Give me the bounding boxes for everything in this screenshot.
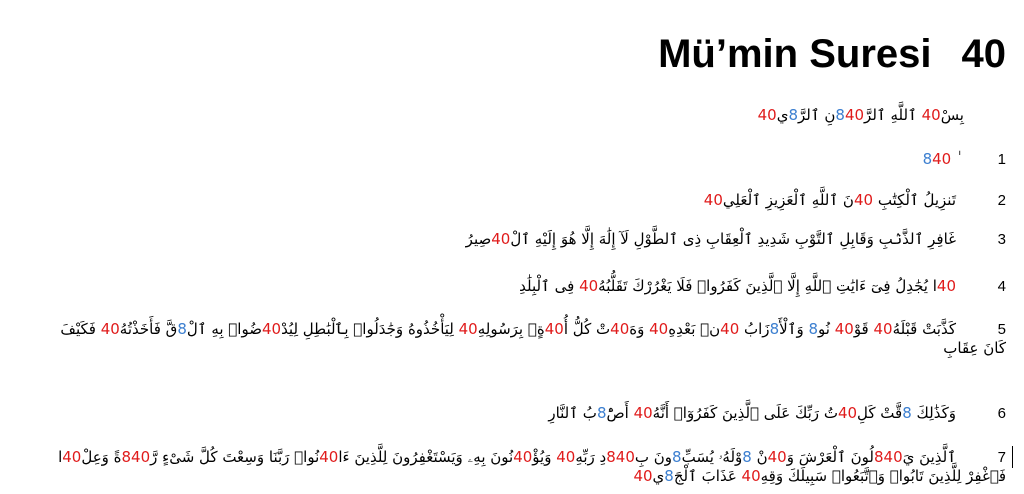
verse-marker: 8 [672, 448, 682, 466]
verse-text: ةٍۭ بِرَسُولِهِ [477, 320, 545, 338]
verse-text: نُوا۟ رَبَّنَا وَسِعْتَ كُلَّ شَىْءٍ رَّ [150, 448, 320, 466]
verse-text: قَّ فَأَخَذْتُهُ [119, 320, 178, 338]
verse-text: ضُوا۟ بِهِ ٱلْ [186, 320, 262, 338]
verse-text [923, 150, 956, 168]
verse-line [923, 150, 1006, 169]
verse-number: 1 [997, 151, 1006, 168]
verse-text: لِيَأْخُذُوهُ وَجَٰدَلُوا۟ بِٱلْبَٰطِلِ لِيُدْ [281, 320, 459, 338]
verse-number: 6 [997, 405, 1006, 422]
verse-marker: 8 [742, 448, 752, 466]
verse-text: بُ ٱلنَّارِ [548, 404, 597, 422]
verse-marker: 840 [874, 448, 903, 466]
basmala-text: ٱللَّهِ ٱلرَّ [864, 106, 922, 124]
verse-text: ا يُجَٰدِلُ فِىٓ ءَايَٰتِ ٱللَّهِ إِلَّا ٱلَّذِينَ كَفَرُوا۟ فَلَا يَغْرُرْكَ تَقَلُّبُهُ [598, 277, 937, 295]
page-title [658, 30, 1006, 78]
verse-line [466, 230, 1006, 249]
verse-marker: 8 [664, 467, 674, 485]
basmala-text: ي [776, 106, 789, 124]
verse-marker: 8 [808, 320, 819, 338]
verse-number: 5 [997, 321, 1006, 338]
verse-number: 2 [997, 192, 1006, 209]
verse-marker: 40 [834, 320, 854, 338]
verse-text: فَكَيْفَ كَانَ عِقَابِ [60, 320, 1006, 357]
basmala-marker: 8 [788, 106, 798, 124]
verse-marker: 40 [720, 320, 740, 338]
verse-text: دِ رَبِّهِ [575, 448, 607, 466]
verse-text: ونَ بِ [634, 448, 673, 466]
verse-text: أَصْ [606, 404, 634, 422]
verse-marker: 40 [513, 448, 533, 466]
verse-text: ةً وَعِلْ [81, 448, 122, 466]
verse-text: تُ رَبِّكَ عَلَى ٱلَّذِينَ كَفَرُوٓا۟ أَنَّهُ [652, 404, 838, 422]
verse-text [548, 404, 956, 422]
verse-marker: 40 [62, 448, 82, 466]
verse-marker: 40 [741, 467, 761, 485]
sura-name: Mü’min Suresi [658, 32, 932, 76]
verse-marker: 40 [767, 448, 787, 466]
basmala-marker: 40 [844, 106, 865, 124]
verse-marker: 40 [261, 320, 282, 338]
verse-marker: 840 [606, 448, 635, 466]
verse-marker: 40 [703, 191, 723, 209]
verse-text: نْ [751, 448, 768, 466]
verse-text: تَنزِيلُ ٱلْكِتَٰبِ [873, 191, 956, 209]
verse-text: عَذَابَ ٱلْجَ [673, 467, 742, 485]
verse-line [519, 277, 1006, 296]
verse-text: نَ ٱللَّهِ ٱلْعَزِيزِ ٱلْعَلِي [722, 191, 854, 209]
verse-marker: 40 [458, 320, 478, 338]
verse-marker: 40 [837, 404, 858, 422]
verse-text: ا فَٱغْفِرْ لِلَّذِينَ تَابُوا۟ وَٱتَّبَعُوا۟ سَبِيلَكَ وَقِهِ [58, 448, 1006, 485]
verse-marker: 8 [769, 320, 780, 338]
basmala-marker: 40 [757, 106, 777, 124]
verse-text: نُو [818, 320, 835, 338]
verse-marker: 40 [610, 320, 630, 338]
verse-marker: 40 [633, 404, 653, 422]
verse-marker: 40 [873, 320, 893, 338]
verse-line [44, 320, 1006, 357]
basmala-text: بِسْ [940, 106, 964, 124]
verse-text: صِيرُ [465, 230, 492, 248]
verse-text: وَكَذَٰلِكَ [911, 404, 956, 422]
verse-text: نُونَ بِهِۦ وَيَسْتَغْفِرُونَ لِلَّذِينَ ءَا [338, 448, 514, 466]
verse-line [548, 404, 1006, 423]
verse-text: وْلَهُۥ يُسَبِّ [681, 448, 743, 466]
verse-text: وَهَ [629, 320, 650, 338]
verse-line [44, 448, 1006, 485]
verse-marker: 8 [902, 404, 912, 422]
verse-marker: 8 [922, 150, 933, 168]
verse-text [519, 277, 956, 295]
verse-text: فِى ٱلْبِلَٰدِ [519, 277, 580, 295]
verse-marker: 40 [649, 320, 669, 338]
verse-text: ي [652, 467, 665, 485]
verse-marker: 40 [491, 230, 511, 248]
verse-text [60, 320, 1006, 357]
verse-marker: 40 [936, 277, 956, 295]
verse-marker: 40 [556, 448, 576, 466]
verse-text: ٰ [951, 150, 956, 168]
verse-marker: 40 [100, 320, 120, 338]
verse-line [704, 191, 1006, 210]
verse-text: لُونَ ٱلْعَرْشَ وَ [786, 448, 875, 466]
verse-number: 4 [997, 278, 1006, 295]
verse-text: غَافِرِ ٱلذَّنۢبِ وَقَابِلِ ٱلتَّوْبِ شَدِيدِ ٱلْعِقَابِ ذِى ٱلطَّوْلِ لَآ إِلَٰهَ إِلَّا هُوَ إِلَيْهِ ٱلْ [510, 230, 956, 248]
sura-number: 40 [961, 32, 1006, 76]
verse-marker: 8 [596, 404, 607, 422]
verse-marker: 40 [579, 277, 599, 295]
verse-text: وَٱلْأَ [779, 320, 809, 338]
verse-marker: 40 [853, 191, 874, 209]
verse-text: كَذَّبَتْ قَبْلَهُ [892, 320, 956, 338]
verse-text: نۢ بَعْدِهِ [668, 320, 721, 338]
basmala-text: نِ ٱلرَّ [797, 106, 836, 124]
verse-marker: 40 [633, 467, 653, 485]
verse-text: ٱلَّذِينَ يَ [902, 448, 956, 466]
verse-text [58, 448, 1006, 485]
verse-number: 7 [997, 449, 1006, 466]
verse-marker: 40 [932, 150, 952, 168]
verse-marker: 8 [177, 320, 187, 338]
verse-marker: 40 [319, 448, 339, 466]
verse-text: تْ كُلُّ أُ [563, 320, 611, 338]
verse-text: قَّتْ كَلِ [857, 404, 903, 422]
basmala-line [758, 106, 964, 124]
verse-text [466, 230, 956, 248]
verse-text: وَيُؤْ [532, 448, 557, 466]
verse-number: 3 [997, 231, 1006, 248]
verse-text: قَوْ [853, 320, 874, 338]
verse-marker: 40 [544, 320, 564, 338]
verse-text: زَابُ [739, 320, 770, 338]
verse-text [704, 191, 956, 209]
text-cursor [1012, 446, 1013, 468]
basmala-marker: 8 [835, 106, 845, 124]
verse-marker: 840 [121, 448, 151, 466]
basmala-marker: 40 [921, 106, 941, 124]
